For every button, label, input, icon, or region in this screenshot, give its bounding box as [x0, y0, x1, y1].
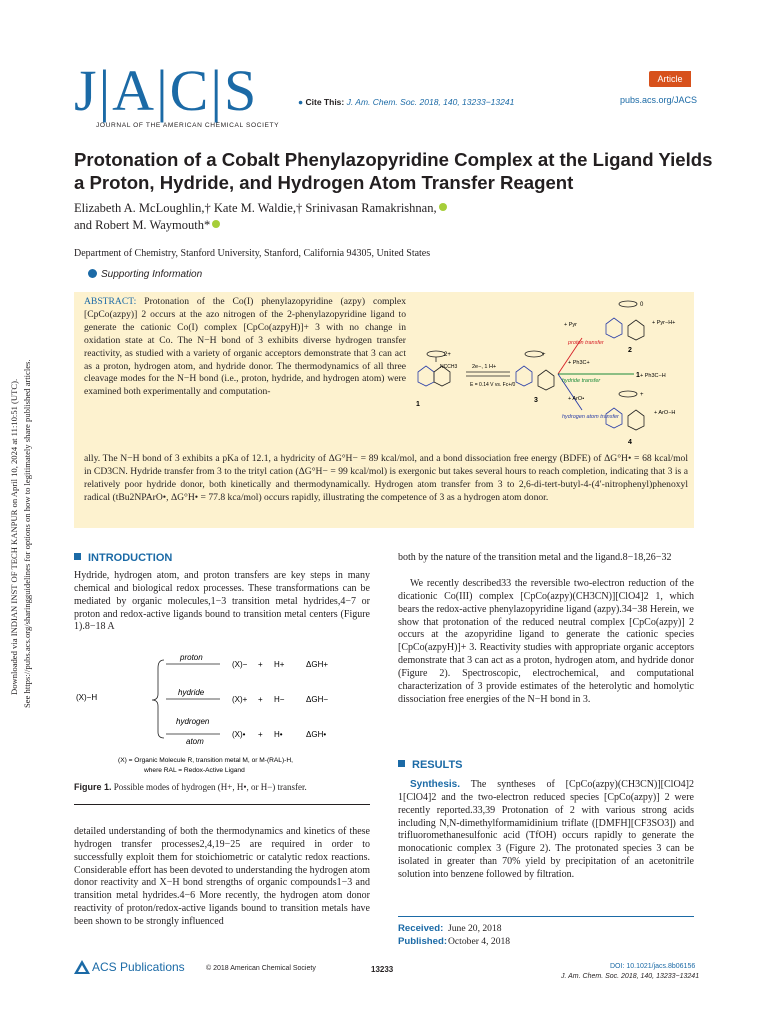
- author-list: [74, 200, 634, 234]
- logo-letters: J|A|C|S: [74, 58, 259, 123]
- jacs-logo[interactable]: [74, 58, 304, 132]
- journal-url-link[interactable]: pubs.acs.org/JACS: [620, 95, 698, 105]
- orcid-icon[interactable]: [212, 220, 220, 228]
- fig1-h3: H−: [274, 695, 285, 704]
- authors-line-1: Elizabeth A. McLoughlin,† Kate M. Waldie,† Srinivasan Ramakrishnan,: [74, 201, 437, 215]
- fig1-p3: H+: [274, 660, 285, 669]
- aro-label: + ArO•: [568, 396, 585, 402]
- intro-paragraph-1: Hydride, hydrogen atom, and proton transfers are key steps in many chemical and biological redox processes. These transformations can be mediated by organic molecules,1−3 transition metal hydrides,4−7 or proton and redox-active ligands bound to transition metal centers (Figure 1).8−18 A: [74, 570, 370, 633]
- cite-text[interactable]: J. Am. Chem. Soc. 2018, 140, 13233−13241: [346, 97, 515, 107]
- fig1-a4: ΔGH•: [306, 730, 327, 739]
- complex-1: [416, 351, 457, 408]
- synthesis-label: Synthesis.: [410, 779, 461, 790]
- charge-plus: +: [542, 352, 546, 358]
- authors-line-2: and Robert M. Waymouth*: [74, 218, 211, 232]
- published-date: October 4, 2018: [448, 936, 511, 947]
- right-paragraph-2: We recently described33 the reversible two-electron reduction of the dicationic Co(III) complex [CpCo(azpy)(CH3CN)][ClO4]2 1, which bears the redox-active phenylazopyridine ligand (azpy).34−38 Herein, we show that protonation of the reduced neutral complex [CpCo(azpy)] 2 occurs at the azopyridine ligand to generate the cationic species [CpCo(azpyH)]+ 3. Reactivity studies with appropriate organic acceptors demonstrate that 3 can act as a proton, hydrogen atom, and hydride donor (Figure 2). Spectroscopic, electrochemical, and computational characterization of 3 provide estimates of the heterolytic and homolytic dissociation free energies of the N−H bond in 3.: [398, 578, 694, 705]
- abstract-label: ABSTRACT:: [84, 296, 137, 307]
- potential-label: E = 0.14 V vs. Fc+/0: [470, 382, 516, 388]
- compound-4-label: 4: [628, 439, 632, 446]
- compound-1b-label: 1: [636, 372, 640, 379]
- compound-3-label: 3: [534, 397, 538, 404]
- supporting-info-label: Supporting Information: [101, 269, 203, 280]
- hat-label: hydrogen atom transfer: [562, 414, 619, 420]
- fig1-hydrogen: hydrogen: [176, 717, 210, 726]
- complex-3: [516, 351, 554, 404]
- citation-line: [298, 97, 514, 107]
- results-heading: [398, 759, 463, 771]
- abstract-text-part-2: ally. The N−H bond of 3 exhibits a pKa of 12.1, a hydricity of ΔG°H− = 89 kcal/mol, and a bond dissociation free energy (BDFE) of ΔG°H• = 68 kcal/mol in CD3CN. Hydride transfer from 3 to the trityl cation (ΔG°H− = 99 kcal/mol) is exergonic but takes several hours to reach completion, indicating that 3 is a relatively poor hydride donor, both kinetically and thermodynamically. Hydrogen atom transfer from 3 to 2,6-di-tert-butyl-4-(4′-nitrophenyl)phenoxyl radical (tBu2NPArO•, ΔG°H• = 77.8 kca/mol) occurs rapidly, illustrating the competence of 3 as a hydrogen atom donor.: [84, 453, 688, 503]
- fig1-note-2: where RAL = Redox-Active Ligand: [144, 767, 245, 774]
- fig1-note-1: (X) = Organic Molecule R, transition metal M, or M-(RAL)-H,: [118, 757, 293, 764]
- orcid-icon[interactable]: [439, 203, 447, 211]
- compound-2-label: 2: [628, 347, 632, 354]
- hydride-transfer-label: hydride transfer: [562, 378, 601, 384]
- abstract-box: [74, 292, 694, 528]
- published-label: Published:: [398, 936, 448, 947]
- abstract-body-1: Protonation of the Co(I) phenylazopyridine (azpy) complex [CpCo(azpy)] 2 occurs at the azo nitrogen of the 2-phenylazopyridine ligand to generate the cationic Co(I) complex [CpCo(azpyH)]+ 3 with no change in oxidation state at Co. The N−H bond of 3 exhibits diverse hydrogen transfer reactivity, as studied with a variety of organic acceptors demonstrate that 3 can act as a proton, hydrogen atom, and hydride donor. The thermodynamics of all three cleavage modes for the N−H bond (i.e., proton, hydride, and hydrogen atom) were examined both experimentally and computation-: [84, 296, 406, 398]
- charge-2plus: 2+: [444, 352, 451, 358]
- acs-logo-icon: [74, 960, 90, 974]
- acs-publications-label: ACS Publications: [91, 960, 185, 974]
- fig1-a2: +: [258, 730, 263, 739]
- fig1-h1: (X)+: [232, 695, 248, 704]
- figure-divider: [74, 804, 370, 805]
- received-label: Received:: [398, 923, 444, 934]
- ph3c-label: + Ph3C+: [568, 360, 590, 366]
- supporting-info-icon: [88, 269, 97, 278]
- supporting-info-link[interactable]: [88, 269, 202, 280]
- right-paragraph-1: both by the nature of the transition metal and the ligand.8−18,26−32: [398, 552, 672, 563]
- fig1-atom: atom: [186, 737, 204, 746]
- article-title: Protonation of a Cobalt Phenylazopyridine Complex at the Ligand Yields a Proton, Hydride, and Hydrogen Atom Transfer Reagent: [74, 149, 713, 193]
- ncch3-label: NCCH3: [440, 364, 458, 370]
- proton-transfer-label: proton transfer: [568, 340, 604, 346]
- fig1-p2: +: [258, 660, 263, 669]
- synthesis-text: The syntheses of [CpCo(azpy)(CH3CN)][ClO4]2 1[ClO4]2 and the two-electron reduced species [CpCo(azpy)] 2 were recently reported.33,39 Protonation of 2 with various strong acids including N,N-dimethylformamidinium triflate ([DMFH][CF3SO3]) and trifluoromethanesulfonic acid (TfOH) occurs rapidly to generate the monocationic complex 3 (Figure 2). The protonated species 3 can be isolated in greater than 70% yield by precipitation of an acetonitrile solution into benzene followed by filtration.: [398, 779, 694, 880]
- intro-paragraph-2: detailed understanding of both the thermodynamics and kinetics of these hydrogen transfer processes2,4,19−25 are required in order to successfully exploit them for stoichiometric or catalytic redox reactions. Considerable effort has been devoted to understanding the hydrogen atom donor reactivity and X−H bond strengths of organic compounds1−3 and transition metal hydrides.4−6 More recently, the hydrogen atom donor reactivity of proton/redox-active ligands bound to transition metals have been shown to be strongly influenced: [74, 826, 370, 927]
- page-number: 13233: [371, 965, 394, 974]
- copyright: © 2018 American Chemical Society: [206, 965, 316, 972]
- section-square-icon: [74, 553, 81, 560]
- abstract-text-part-1: [84, 296, 406, 399]
- figure-1-label[interactable]: Figure 1.: [74, 782, 112, 792]
- figure-1-caption: [74, 782, 364, 793]
- section-square-icon: [398, 760, 405, 767]
- doi-link[interactable]: DOI: 10.1021/jacs.8b06156: [610, 963, 696, 970]
- synthesis-paragraph: [398, 779, 694, 882]
- affiliation: Department of Chemistry, Stanford University, Stanford, California 94305, United States: [74, 248, 431, 259]
- cite-label[interactable]: Cite This:: [305, 97, 345, 107]
- download-watermark: [0, 300, 32, 708]
- watermark-line-2: See https://pubs.acs.org/sharingguidelines for options on how to legitimately share published articles.: [22, 359, 32, 708]
- compound-1-label: 1: [416, 401, 420, 408]
- fig1-a1: (X)•: [232, 730, 246, 739]
- fig1-p1: (X)−: [232, 660, 248, 669]
- figure-1: [74, 642, 364, 777]
- received-date: June 20, 2018: [448, 923, 502, 934]
- results-heading-label: RESULTS: [412, 759, 463, 771]
- acs-publications-logo[interactable]: [74, 960, 185, 974]
- citation-icon[interactable]: ●: [298, 97, 304, 107]
- fig1-a3: H•: [274, 730, 283, 739]
- logo-subtitle: JOURNAL OF THE AMERICAN CHEMICAL SOCIETY: [96, 122, 280, 129]
- charge-plus-4: +: [640, 392, 644, 398]
- fig1-p4: ΔGH+: [306, 660, 329, 669]
- fig1-proton: proton: [180, 653, 203, 662]
- charge-0: 0: [640, 302, 644, 308]
- fig1-h2: +: [258, 695, 263, 704]
- introduction-heading-label: INTRODUCTION: [88, 552, 173, 564]
- fig1-xh: (X)−H: [76, 693, 98, 702]
- ph3ch-label: + Ph3C−H: [640, 373, 666, 379]
- step-label: 2e−, 1 H+: [472, 364, 497, 370]
- complex-2: [606, 301, 675, 354]
- fig1-hydride: hydride: [178, 688, 205, 697]
- fig1-h4: ΔGH−: [306, 695, 329, 704]
- pyr-label: + Pyr: [564, 322, 577, 328]
- dates-rule: [398, 916, 694, 917]
- introduction-heading: [74, 552, 172, 564]
- article-type-badge: Article: [649, 71, 691, 87]
- aroh-label: + ArO−H: [654, 410, 676, 416]
- watermark-line-1: Downloaded via INDIAN INST OF TECH KANPUR on April 10, 2024 at 11:10:51 (UTC).: [9, 378, 19, 695]
- footer-citation: J. Am. Chem. Soc. 2018, 140, 13233−13241: [561, 973, 700, 980]
- figure-1-caption-text: Possible modes of hydrogen (H+, H•, or H−) transfer.: [113, 782, 307, 792]
- toc-graphic: [406, 296, 690, 452]
- pyr-h-label: + Pyr−H+: [652, 320, 676, 326]
- publication-dates: [398, 922, 510, 948]
